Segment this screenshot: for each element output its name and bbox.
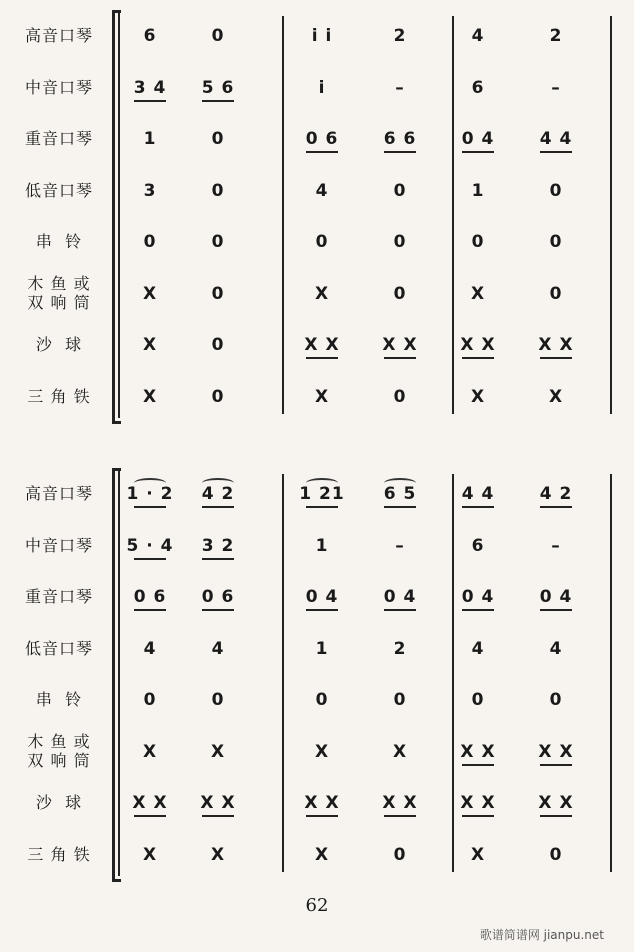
beam-underline <box>462 357 494 359</box>
note-cell: X <box>142 844 158 865</box>
beam-underline <box>384 609 416 611</box>
tie-arc <box>306 478 338 488</box>
beam-underline <box>202 609 234 611</box>
beam-underline <box>462 815 494 817</box>
note-cell: 0 4 <box>383 587 417 607</box>
note-cell: 4 <box>471 638 485 659</box>
note-cell: 6 <box>471 535 485 556</box>
note-cell: X <box>314 283 330 304</box>
beam-underline <box>462 151 494 153</box>
note-cell: 0 <box>393 690 407 710</box>
note-cell: X X <box>132 793 168 813</box>
note-cell: X X <box>382 793 418 813</box>
note-cell: X X <box>460 793 496 813</box>
page-number: 62 <box>305 895 329 916</box>
note-cell: X <box>470 844 486 865</box>
beam-underline <box>462 764 494 766</box>
note-cell: 0 4 <box>539 587 573 607</box>
barline <box>118 470 120 876</box>
note-cell: 0 <box>211 386 225 407</box>
beam-underline <box>134 558 166 560</box>
note-cell: 0 <box>211 26 225 46</box>
tie-arc <box>384 478 416 488</box>
note-cell: X <box>210 741 226 762</box>
note-cell: X <box>210 844 226 865</box>
note-cell: 0 <box>393 180 407 201</box>
instrument-label: 木 鱼 或 双 响 筒 <box>27 273 91 312</box>
note-cell: 6 <box>471 77 485 98</box>
note-cell: 0 4 <box>305 587 339 607</box>
note-cell: 3 <box>143 180 157 201</box>
note-cell: – <box>395 535 405 556</box>
note-cell: 0 <box>315 690 329 710</box>
beam-underline <box>540 151 572 153</box>
note-cell: – <box>395 77 405 98</box>
note-cell: 0 <box>549 844 563 865</box>
beam-underline <box>384 357 416 359</box>
note-cell: i i <box>311 26 333 46</box>
beam-underline <box>306 151 338 153</box>
note-cell: X X <box>460 335 496 355</box>
beam-underline <box>134 506 166 508</box>
note-cell: X X <box>304 793 340 813</box>
beam-underline <box>202 100 234 102</box>
note-cell: X <box>142 741 158 762</box>
note-cell: 0 <box>211 232 225 252</box>
instrument-label: 中音口琴 <box>24 77 93 97</box>
note-cell: 0 <box>143 232 157 252</box>
note-cell: 0 <box>393 844 407 865</box>
instrument-label: 沙 球 <box>35 335 83 354</box>
instrument-label: 串 铃 <box>35 232 83 251</box>
note-cell: X X <box>538 793 574 813</box>
beam-underline <box>462 609 494 611</box>
barline <box>610 474 612 872</box>
beam-underline <box>540 764 572 766</box>
note-cell: X X <box>460 741 496 762</box>
beam-underline <box>306 815 338 817</box>
beam-underline <box>540 506 572 508</box>
note-cell: 6 <box>143 26 157 46</box>
note-cell: 0 <box>471 690 485 710</box>
note-cell: X <box>314 741 330 762</box>
note-cell: 1 <box>471 180 485 201</box>
tie-arc <box>202 478 234 488</box>
note-cell: 4 4 <box>461 484 495 504</box>
note-cell: X <box>314 844 330 865</box>
beam-underline <box>384 506 416 508</box>
note-cell: 2 <box>549 26 563 46</box>
note-cell: 0 <box>549 232 563 252</box>
note-cell: 4 <box>211 638 225 659</box>
instrument-label: 木 鱼 或 双 响 筒 <box>27 731 91 770</box>
note-cell: i <box>318 77 326 98</box>
note-cell: 0 <box>211 283 225 304</box>
beam-underline <box>134 609 166 611</box>
note-cell: 4 <box>143 638 157 659</box>
beam-underline <box>306 609 338 611</box>
note-cell: 0 <box>393 232 407 252</box>
note-cell: 3 4 <box>133 77 167 98</box>
note-cell: – <box>551 535 561 556</box>
beam-underline <box>540 609 572 611</box>
instrument-label: 高音口琴 <box>24 26 93 45</box>
note-cell: X X <box>304 335 340 355</box>
note-cell: X X <box>382 335 418 355</box>
beam-underline <box>202 506 234 508</box>
note-cell: 1 <box>315 638 329 659</box>
note-cell: X X <box>538 741 574 762</box>
note-cell: 1 <box>315 535 329 556</box>
note-cell: 4 <box>471 26 485 46</box>
note-cell: 0 <box>211 129 225 149</box>
note-cell: 4 <box>549 638 563 659</box>
instrument-label: 重音口琴 <box>24 587 93 606</box>
note-cell: 0 <box>393 283 407 304</box>
note-cell: 4 4 <box>539 129 573 149</box>
instrument-label: 重音口琴 <box>24 129 93 148</box>
tie-arc <box>134 478 166 488</box>
note-cell: X <box>470 283 486 304</box>
note-cell: X X <box>200 793 236 813</box>
note-cell: 5 6 <box>201 77 235 98</box>
instrument-label: 三 角 铁 <box>27 386 91 406</box>
note-cell: 2 <box>393 26 407 46</box>
note-cell: X <box>314 386 330 407</box>
note-cell: 0 6 <box>201 587 235 607</box>
note-cell: 4 <box>315 180 329 201</box>
instrument-label: 中音口琴 <box>24 535 93 555</box>
instrument-label: 低音口琴 <box>24 180 93 200</box>
note-cell: 0 <box>549 690 563 710</box>
instrument-label: 串 铃 <box>35 690 83 709</box>
note-cell: 0 <box>211 335 225 355</box>
note-cell: X X <box>538 335 574 355</box>
note-cell: 0 <box>549 283 563 304</box>
beam-underline <box>540 357 572 359</box>
beam-underline <box>306 357 338 359</box>
note-cell: 3 2 <box>201 535 235 556</box>
note-cell: 0 <box>393 386 407 407</box>
note-cell: 1 21 <box>299 484 345 504</box>
watermark: 歌谱简谱网 jianpu.net <box>479 928 604 942</box>
beam-underline <box>462 506 494 508</box>
note-cell: 0 <box>315 232 329 252</box>
beam-underline <box>134 815 166 817</box>
instrument-label: 高音口琴 <box>24 484 93 503</box>
beam-underline <box>540 815 572 817</box>
instrument-label: 三 角 铁 <box>27 844 91 864</box>
note-cell: 0 <box>471 232 485 252</box>
note-cell: 0 4 <box>461 129 495 149</box>
note-cell: – <box>551 77 561 98</box>
note-cell: X <box>142 335 158 355</box>
note-cell: 6 5 <box>383 484 417 504</box>
note-cell: 0 6 <box>133 587 167 607</box>
beam-underline <box>384 151 416 153</box>
note-cell: X <box>142 386 158 407</box>
beam-underline <box>384 815 416 817</box>
note-cell: X <box>142 283 158 304</box>
note-cell: 6 6 <box>383 129 417 149</box>
note-cell: 1 <box>143 129 157 149</box>
note-cell: 1 · 2 <box>126 484 174 504</box>
note-cell: 4 2 <box>539 484 573 504</box>
beam-underline <box>134 100 166 102</box>
note-cell: 0 4 <box>461 587 495 607</box>
note-cell: 0 6 <box>305 129 339 149</box>
note-cell: 4 2 <box>201 484 235 504</box>
beam-underline <box>306 506 338 508</box>
instrument-label: 沙 球 <box>35 793 83 812</box>
barline <box>118 12 120 418</box>
note-cell: X <box>470 386 486 407</box>
note-cell: 2 <box>393 638 407 659</box>
note-cell: X <box>392 741 408 762</box>
note-cell: 0 <box>211 690 225 710</box>
barline <box>610 16 612 414</box>
note-cell: 0 <box>211 180 225 201</box>
note-cell: 0 <box>549 180 563 201</box>
note-cell: 5 · 4 <box>126 535 174 556</box>
instrument-label: 低音口琴 <box>24 638 93 658</box>
barline <box>282 474 284 872</box>
note-cell: X <box>548 386 564 407</box>
beam-underline <box>202 558 234 560</box>
note-cell: 0 <box>143 690 157 710</box>
beam-underline <box>202 815 234 817</box>
barline <box>282 16 284 414</box>
